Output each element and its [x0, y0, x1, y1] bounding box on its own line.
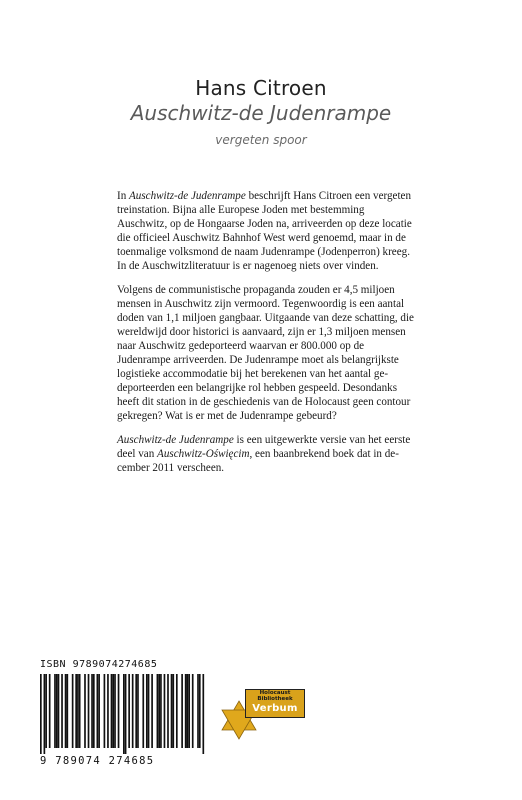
blurb-p1-text: beschrijft Hans Citroen een vergeten treinstation. Bijna alle Europese Joden met bestemming Auschwitz, op de Hongaarse Joden na, arriveerden op deze locatie die officieel Auschwitz Bahnhof West werd genoemd, maar in de toenmalige volksmond de naam Judenrampe (Jodenperron) kreeg. In de Auschwitzliteratuur is er nagenoeg niets over vinden. [117, 190, 412, 272]
series-name [247, 690, 303, 702]
series-line-1: Holocaust [259, 690, 291, 696]
book-title: Auschwitz-de Judenrampe [130, 101, 392, 125]
publisher-name: Verbum [252, 703, 298, 714]
author-name: Hans Citroen [195, 76, 327, 100]
barcode [40, 658, 206, 770]
blurb-paragraph-2: Volgens de communistische propaganda zouden er 4,5 miljoen mensen in Auschwitz zijn vermoord. Tegenwoordig is een aantal doden van 1,1 miljoen gangbaar. Uitgaande van deze schatting, die wereldwijd door historici is aanvaard, zijn er 1,3 miljoen mensen naar Auschwitz gedeporteerd waarvan er 800.000 op de Judenrampe arriveerden. De Judenrampe moet als belangrijkste logistieke accommodatie bij het berekenen van het aantal gedeporteerden een belangrijke rol hebben gespeeld. Desondanks heeft dit station in de geschiedenis van de Holocaust geen contour gekregen? Wat is er met de Judenrampe gebeurd? [117, 284, 414, 422]
blurb-p1-intro: In [117, 190, 130, 202]
blurb-p3-text-a: is een uitgewerkte versie van het eerste deel van [117, 434, 411, 460]
book-subtitle: vergeten spoor [215, 133, 307, 147]
blurb-paragraph-3 [117, 433, 415, 475]
series-line-2: Bibliotheek [257, 696, 293, 702]
blurb-p1-title-ref: Auschwitz-de Judenrampe [129, 190, 246, 202]
blurb-text [117, 189, 415, 485]
barcode-bars [40, 674, 206, 754]
barcode-digits: 9 789074 274685 [40, 755, 155, 767]
blurb-p3-text-b: , een baanbrekend boek dat in december 2011 verscheen. [117, 448, 399, 474]
isbn-label: ISBN 9789074274685 [40, 659, 158, 670]
blurb-p3-book-ref: Auschwitz-Oświęcim [157, 448, 250, 460]
blurb-p3-title-ref: Auschwitz-de Judenrampe [117, 434, 234, 446]
blurb-paragraph-1 [117, 189, 415, 273]
publisher-logo [216, 689, 312, 745]
